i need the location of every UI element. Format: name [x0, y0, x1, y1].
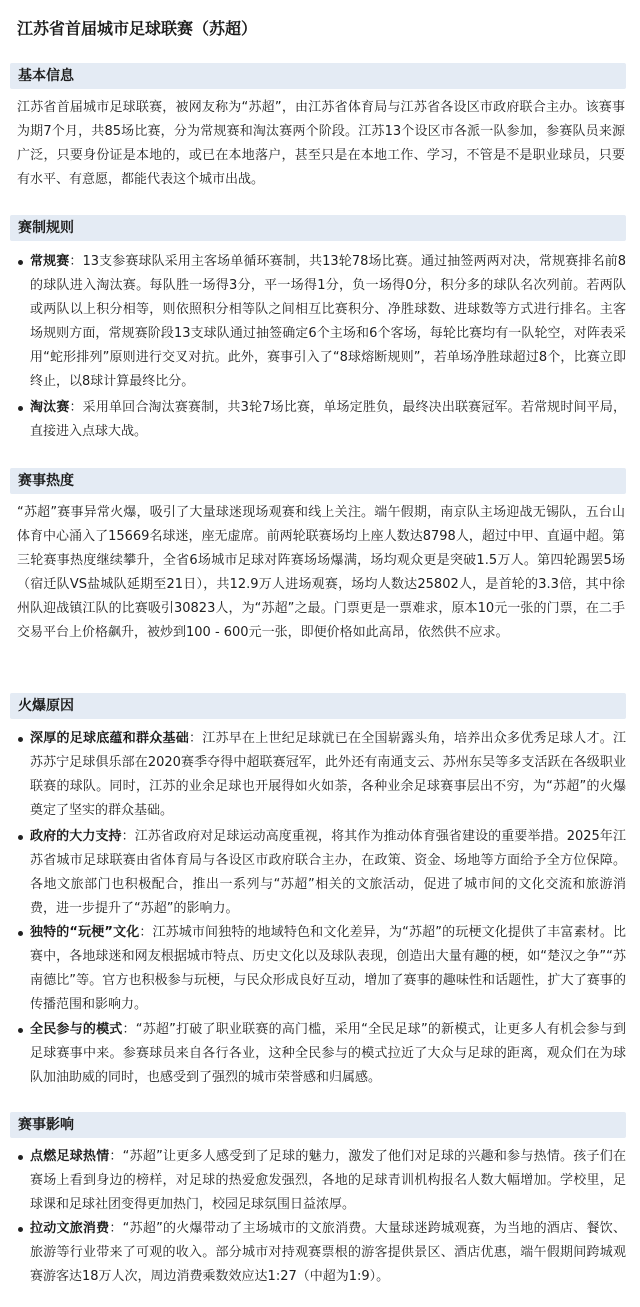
list-item-text: ：采用单回合淘汰赛赛制，共3轮7场比赛，单场定胜负，最终决出联赛冠军。若常规时间平局，直接进入点球大战。	[30, 400, 626, 439]
bullet-dot-icon	[18, 737, 23, 742]
section-header-impact	[10, 1112, 626, 1138]
section-header-heat	[10, 468, 626, 494]
page-title: 江苏省首届城市足球联赛（苏超）	[17, 19, 258, 38]
bullet-dot-icon	[18, 835, 23, 840]
bullet-dot-icon	[18, 1227, 23, 1232]
list-item-title: 深厚的足球底蕴和群众基础	[30, 731, 189, 746]
list-item-title: 淘汰赛	[30, 400, 70, 415]
section-heading: 赛事影响	[18, 1117, 74, 1133]
list-item-text: ：江苏城市间独特的地域特色和文化差异，为“苏超”的玩梗文化提供了丰富素材。比赛中，各地球迷和网友根据城市特点、历史文化以及球队表现，创造出大量有趣的梗，如“楚汉之争”“苏南德比”等。官方也积极参与玩梗，与民众形成良好互动，增加了赛事的趣味性和话题性，扩大了赛事的传播范围和影响力。	[30, 925, 626, 1012]
bullet-dot-icon	[18, 931, 23, 936]
list-item-text: ：“苏超”让更多人感受到了足球的魅力，激发了他们对足球的兴趣和参与热情。孩子们在赛场上看到身边的榜样，对足球的热爱愈发强烈，各地的足球青训机构报名人数大幅增加。学校里，足球课和足球社团变得更加热门，校园足球氛围日益浓厚。	[30, 1149, 626, 1212]
section-heading: 火爆原因	[18, 698, 74, 714]
section-heading: 赛制规则	[18, 220, 74, 236]
bullet-dot-icon	[18, 1028, 23, 1033]
list-item-knockout	[30, 396, 626, 444]
heat-paragraph: “苏超”赛事异常火爆，吸引了大量球迷现场观赛和线上关注。端午假期，南京队主场迎战无锡队，五台山体育中心涌入了15669名球迷，座无虚席。前两轮联赛场均上座人数达8798人，超过中甲、直逼中超。第三轮赛事热度继续攀升，全省6场城市足球对阵赛场场爆满，场均观众更是突破1.5万人。第四轮踢罢5场（宿迁队VS盐城队延期至21日），共12.9万人进场观赛，场均人数达25802人，是首轮的3.3倍，其中徐州队迎战镇江队的比赛吸引30823人，为“苏超”之最。门票更是一票难求，原本10元一张的门票，在二手交易平台上价格飙升，被炒到100 - 600元一张，即便价格如此高昂，依然供不应求。	[17, 505, 625, 640]
list-item-text: ：13支参赛球队采用主客场单循环赛制，共13轮78场比赛。通过抽签两两对决，常规赛排名前8的球队进入淘汰赛。每队胜一场得3分，平一场得1分，负一场得0分，积分多的球队名次列前。若两队或两队以上积分相等，则依照积分相等队之间相互比赛积分、净胜球数、进球数等方式进行排名。主客场规则方面，常规赛阶段13支球队通过抽签确定6个主场和6个客场，每轮比赛均有一队轮空，对阵表采用“蛇形排列”原则进行交叉对抗。此外，赛事引入了“8球熔断规则”，若单场净胜球超过8个，比赛立即终止，以8球计算最终比分。	[30, 254, 626, 389]
section-heading: 基本信息	[18, 68, 74, 84]
list-item-title: 常规赛	[30, 254, 70, 269]
section-header-rules	[10, 215, 626, 241]
list-item-mass-participation	[30, 1018, 626, 1090]
list-item-tourism-consumption	[30, 1217, 626, 1289]
list-item-text: ：江苏早在上世纪足球就已在全国崭露头角，培养出众多优秀足球人才。江苏苏宁足球俱乐部在2020赛季夺得中超联赛冠军，此外还有南通支云、苏州东吴等多支活跃在各级职业联赛的球队。同时，江苏的业余足球也开展得如火如荼，各种业余足球赛事层出不穷，为“苏超”的火爆奠定了坚实的群众基础。	[30, 731, 626, 818]
list-item-meme-culture	[30, 921, 626, 1017]
list-item-text: ：“苏超”的火爆带动了主场城市的文旅消费。大量球迷跨城观赛，为当地的酒店、餐饮、旅游等行业带来了可观的收入。部分城市对持观赛票根的游客提供景区、酒店优惠，端午假期间跨城观赛游客达18万人次，周边消费乘数效应达1:27（中超为1:9）。	[30, 1221, 626, 1284]
section-header-basic-info	[10, 63, 626, 89]
list-item-title: 点燃足球热情	[30, 1149, 110, 1164]
list-item-text: ：“苏超”打破了职业联赛的高门槛，采用“全民足球”的新模式，让更多人有机会参与到足球赛事中来。参赛球员来自各行各业，这种全民参与的模式拉近了大众与足球的距离，观众们在为球队加油助威的同时，也感受到了强烈的城市荣誉感和归属感。	[30, 1022, 626, 1085]
list-item-title: 独特的“玩梗”文化	[30, 925, 140, 940]
section-header-reasons	[10, 693, 626, 719]
list-item-title: 全民参与的模式	[30, 1022, 123, 1037]
basic-info-paragraph: 江苏省首届城市足球联赛，被网友称为“苏超”，由江苏省体育局与江苏省各设区市政府联合主办。该赛事为期7个月，共85场比赛，分为常规赛和淘汰赛两个阶段。江苏13个设区市各派一队参加，参赛队员来源广泛，只要身份证是本地的，或已在本地落户，甚至只是在本地工作、学习，不管是不是职业球员，只要有水平、有意愿，都能代表这个城市出战。	[17, 100, 625, 187]
section-heading: 赛事热度	[18, 473, 74, 489]
list-item-text: ：江苏省政府对足球运动高度重视，将其作为推动体育强省建设的重要举措。2025年江苏省城市足球联赛由省体育局与各设区市政府联合主办，在政策、资金、场地等方面给予全方位保障。各地文旅部门也积极配合，推出一系列与“苏超”相关的文旅活动，促进了城市间的文化交流和旅游消费，进一步提升了“苏超”的影响力。	[30, 829, 626, 916]
bullet-dot-icon	[18, 260, 23, 265]
list-item-title: 拉动文旅消费	[30, 1221, 110, 1236]
list-item-government-support	[30, 825, 626, 921]
list-item-football-foundation	[30, 727, 626, 823]
list-item-football-passion	[30, 1145, 626, 1217]
list-item-regular-season	[30, 250, 626, 394]
bullet-dot-icon	[18, 1155, 23, 1160]
list-item-title: 政府的大力支持	[30, 829, 122, 844]
bullet-dot-icon	[18, 406, 23, 411]
